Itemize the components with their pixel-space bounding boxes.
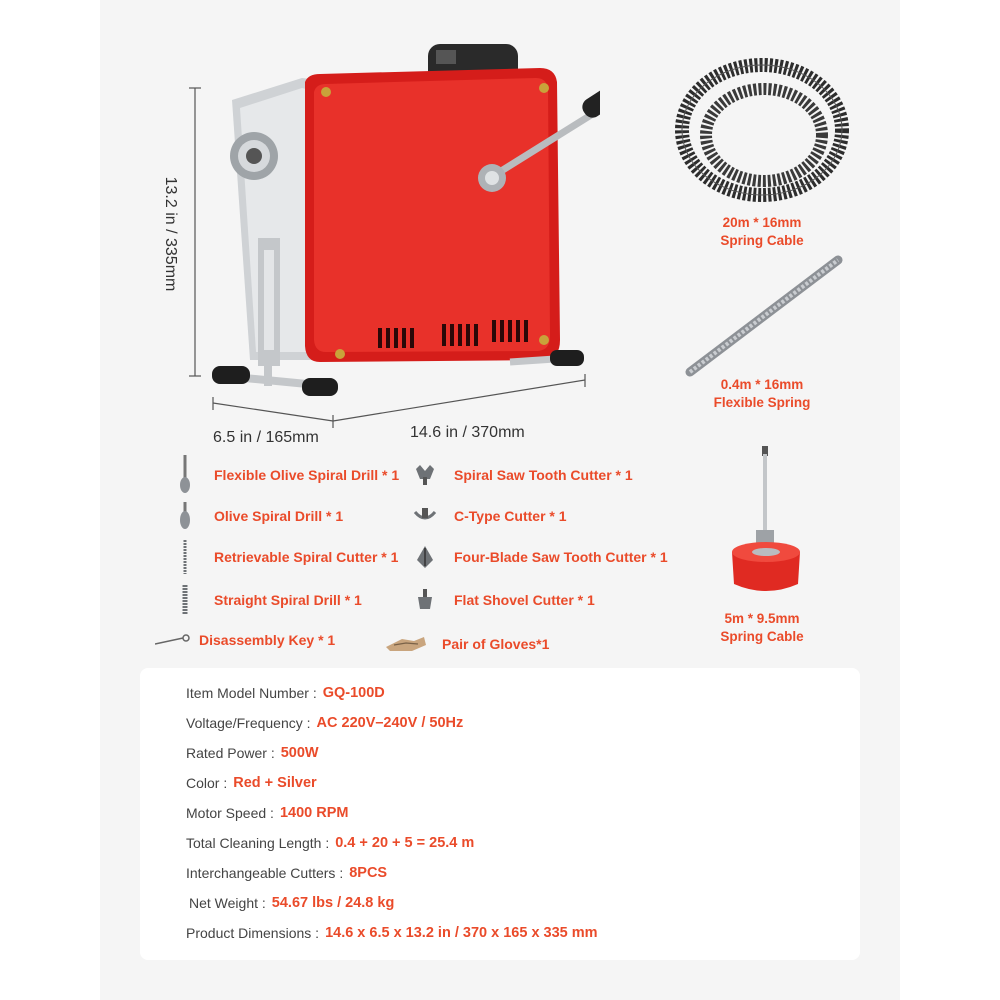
c-type-cutter-icon (412, 504, 438, 528)
spring-cable-drum-icon (722, 438, 812, 598)
spec-value: 54.67 lbs / 24.8 kg (271, 895, 395, 911)
spec-label: Voltage/Frequency : (186, 715, 311, 731)
spring-cable-large-label (692, 214, 832, 250)
item-flexible-olive-spiral-drill (172, 463, 399, 487)
saw-tooth-cutter-icon (412, 463, 438, 487)
spec-value: 14.6 x 6.5 x 13.2 in / 370 x 165 x 335 mm (325, 925, 598, 941)
spec-label: Item Model Number : (186, 685, 317, 701)
spec-value: 500W (280, 745, 319, 761)
depth-dimension: 6.5 in / 165mm (213, 429, 319, 446)
spec-total-cleaning-length (186, 832, 474, 854)
spec-label: Net Weight : (189, 895, 266, 911)
spec-label: Motor Speed : (186, 805, 274, 821)
spec-label: Interchangeable Cutters : (186, 865, 344, 881)
item-retrievable-spiral-cutter (172, 545, 398, 569)
item-name: Flexible Olive Spiral Drill * 1 (214, 467, 400, 483)
item-name: Spiral Saw Tooth Cutter * 1 (454, 467, 633, 483)
item-name: Retrievable Spiral Cutter * 1 (214, 549, 399, 565)
spec-value: GQ-100D (322, 685, 385, 701)
spec-value: AC 220V–240V / 50Hz (316, 715, 464, 731)
item-straight-spiral-drill (172, 588, 362, 612)
spec-model-number (186, 682, 385, 704)
four-blade-cutter-icon (412, 545, 438, 569)
spec-value: 0.4 + 20 + 5 = 25.4 m (335, 835, 475, 851)
spec-label: Color : (186, 775, 228, 791)
spec-label: Product Dimensions : (186, 925, 320, 941)
flexible-spring-name: Flexible Spring (713, 395, 811, 410)
spec-voltage-frequency (186, 712, 463, 734)
spec-net-weight (189, 892, 394, 914)
spiral-drill-icon (172, 588, 198, 612)
spec-motor-speed (186, 802, 348, 824)
spring-cable-coil-icon (672, 55, 852, 205)
item-name: Disassembly Key * 1 (199, 632, 336, 648)
spec-color (186, 772, 317, 794)
spiral-cutter-icon (172, 545, 198, 569)
spring-cable-large-name: Spring Cable (720, 233, 804, 248)
spring-cable-large-size: 20m * 16mm (722, 215, 802, 230)
spec-interchangeable-cutters (186, 862, 387, 884)
item-spiral-saw-tooth-cutter (412, 463, 633, 487)
spiral-drill-icon (172, 504, 198, 528)
spring-cable-small-name: Spring Cable (720, 629, 804, 644)
item-name: Pair of Gloves*1 (442, 636, 550, 652)
specs-card (140, 668, 860, 960)
spiral-drill-icon (172, 463, 198, 487)
spec-label: Rated Power : (186, 745, 275, 761)
spring-cable-small-size: 5m * 9.5mm (724, 611, 800, 626)
spec-product-dimensions (186, 922, 598, 944)
item-name: Four-Blade Saw Tooth Cutter * 1 (454, 549, 668, 565)
spec-rated-power (186, 742, 319, 764)
spec-value: 8PCS (349, 865, 388, 881)
shovel-cutter-icon (412, 588, 438, 612)
drain-cleaner-machine (210, 40, 600, 410)
item-name: Olive Spiral Drill * 1 (214, 508, 344, 524)
width-dimension: 14.6 in / 370mm (410, 424, 525, 441)
key-icon (155, 628, 191, 652)
spec-value: 1400 RPM (279, 805, 349, 821)
item-c-type-cutter (412, 504, 567, 528)
spec-label: Total Cleaning Length : (186, 835, 330, 851)
spec-value: Red + Silver (233, 775, 317, 791)
item-flat-shovel-cutter (412, 588, 595, 612)
item-four-blade-saw-tooth-cutter (412, 545, 668, 569)
item-pair-of-gloves (384, 632, 549, 656)
item-olive-spiral-drill (172, 504, 343, 528)
gloves-icon (384, 632, 428, 656)
spring-cable-small-label (692, 610, 832, 646)
flexible-spring-icon (680, 250, 850, 380)
flexible-spring-label (692, 376, 832, 412)
item-name: C-Type Cutter * 1 (454, 508, 567, 524)
height-dimension: 13.2 in / 335mm (162, 176, 179, 292)
flexible-spring-size: 0.4m * 16mm (720, 377, 804, 392)
item-name: Straight Spiral Drill * 1 (214, 592, 362, 608)
item-disassembly-key (155, 628, 335, 652)
item-name: Flat Shovel Cutter * 1 (454, 592, 595, 608)
